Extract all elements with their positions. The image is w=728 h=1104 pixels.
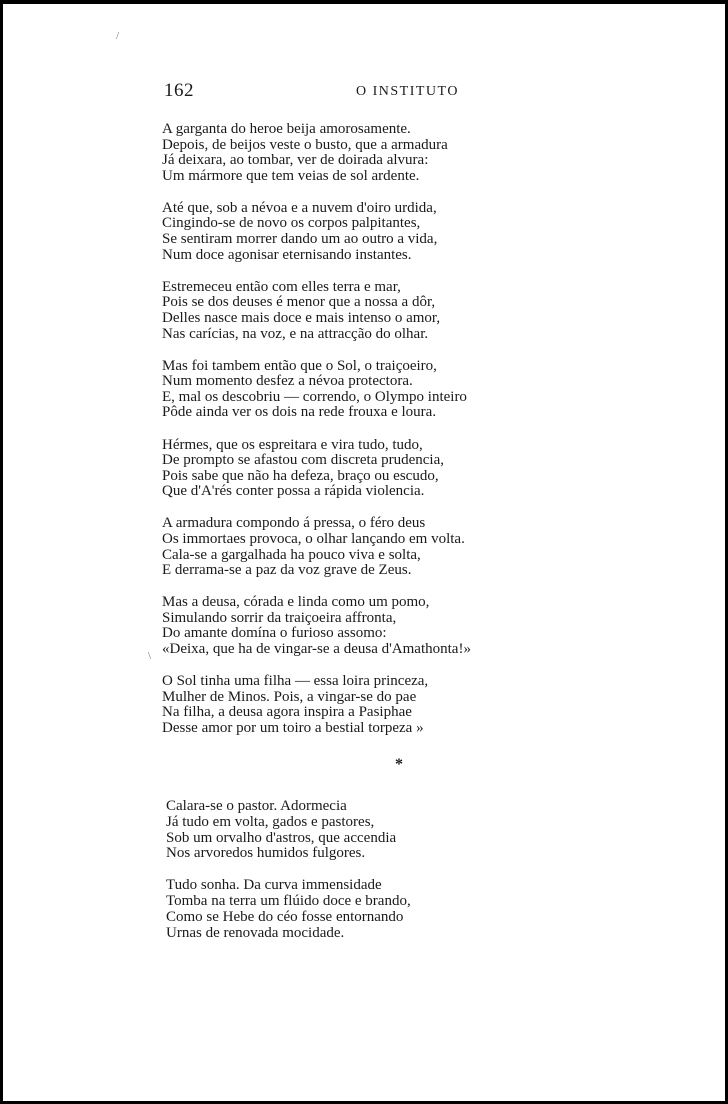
verse-line: Até que, sob a névoa e a nuvem d'oiro urdida, [162, 199, 437, 216]
verse-line: Delles nasce mais doce e mais intenso o amor, [162, 309, 441, 326]
stanza [162, 674, 562, 736]
verse-line: Mas a deusa, córada e linda como um pomo, [162, 594, 430, 611]
verse-line: Como se Hebe do céo fosse entornando [166, 908, 404, 925]
verse-line: Depois, de beijos veste o busto, que a armadura [162, 136, 448, 153]
verse-line: Hérmes, que os espreitara e vira tudo, tudo, [162, 436, 423, 453]
verse-line: Desse amor por um toiro a bestial torpeza » [162, 719, 424, 736]
verse-line: Calara-se o pastor. Adormecia [166, 798, 347, 814]
verse-line: Pôde ainda ver os dois na rede frouxa e loura. [162, 404, 437, 421]
stanza [162, 516, 562, 578]
page-number: 162 [164, 80, 194, 101]
verse-line: Num doce agonisar eternisando instantes. [162, 246, 412, 263]
verse-line: Já tudo em volta, gados e pastores, [166, 813, 375, 830]
stanza [166, 799, 566, 862]
verse-line: «Deixa, que ha de vingar-se a deusa d'Amathonta!» [162, 641, 471, 658]
stanza [162, 595, 562, 657]
verse-line: Cala-se a gargalhada ha pouco viva e solta, [162, 546, 421, 563]
verse-line: Já deixara, ao tombar, ver de doirada alvura: [162, 152, 429, 169]
verse-line: Urnas de renovada mocidade. [166, 924, 345, 941]
verse-line: Os immortaes provoca, o olhar lançando em volta. [162, 530, 465, 547]
verse-line: Na filha, a deusa agora inspira a Pasiphae [162, 704, 412, 721]
stanza [162, 280, 562, 342]
verse-line: Um mármore que tem veias de sol ardente. [162, 167, 420, 184]
stanza [162, 438, 562, 500]
verse-line: Nas carícias, na voz, e na attracção do olhar. [162, 325, 429, 342]
verse-line: Pois sabe que não ha defeza, braço ou escudo, [162, 467, 439, 484]
section-separator: * [395, 756, 403, 773]
stanza [162, 359, 562, 421]
verse-line: Tomba na terra um flúido doce e brando, [166, 892, 411, 909]
stanza [166, 878, 566, 941]
poem [162, 122, 562, 753]
stanza [162, 201, 562, 263]
poem-continuation [166, 799, 566, 957]
verse-line: Tudo sonha. Da curva immensidade [166, 877, 382, 894]
stanza [162, 122, 562, 184]
verse-line: E, mal os descobriu — correndo, o Olympo inteiro [162, 388, 467, 405]
verse-line: Do amante domína o furioso assomo: [162, 625, 387, 642]
pencil-mark: \ [148, 650, 152, 662]
verse-line: Simulando sorrir da traiçoeira affronta, [162, 609, 397, 626]
verse-line: Nos arvoredos humidos fulgores. [166, 845, 366, 862]
verse-line: De prompto se afastou com discreta prudencia, [162, 452, 444, 469]
verse-line: Mulher de Minos. Pois, a vingar-se do pae [162, 688, 417, 705]
verse-line: A armadura compondo á pressa, o féro deus [162, 515, 426, 532]
verse-line: Que d'A'rés conter possa a rápida violencia. [162, 483, 425, 500]
verse-line: Estremeceu então com elles terra e mar, [162, 278, 401, 295]
verse-line: Sob um orvalho d'astros, que accendia [166, 829, 397, 846]
verse-line: Mas foi tambem então que o Sol, o traiçoeiro, [162, 357, 437, 374]
running-title: O INSTITUTO [356, 84, 459, 99]
verse-line: Cingindo-se de novo os corpos palpitantes, [162, 215, 421, 232]
verse-line: A garganta do heroe beija amorosamente. [162, 121, 411, 137]
verse-line: E derrama-se a paz da voz grave de Zeus. [162, 562, 412, 579]
pencil-mark: / [116, 30, 120, 42]
verse-line: Pois se dos deuses é menor que a nossa a dôr, [162, 294, 436, 311]
verse-line: Num momento desfez a névoa protectora. [162, 373, 413, 390]
verse-line: O Sol tinha uma filha — essa loira princeza, [162, 673, 429, 690]
verse-line: Se sentiram morrer dando um ao outro a vida, [162, 231, 438, 248]
